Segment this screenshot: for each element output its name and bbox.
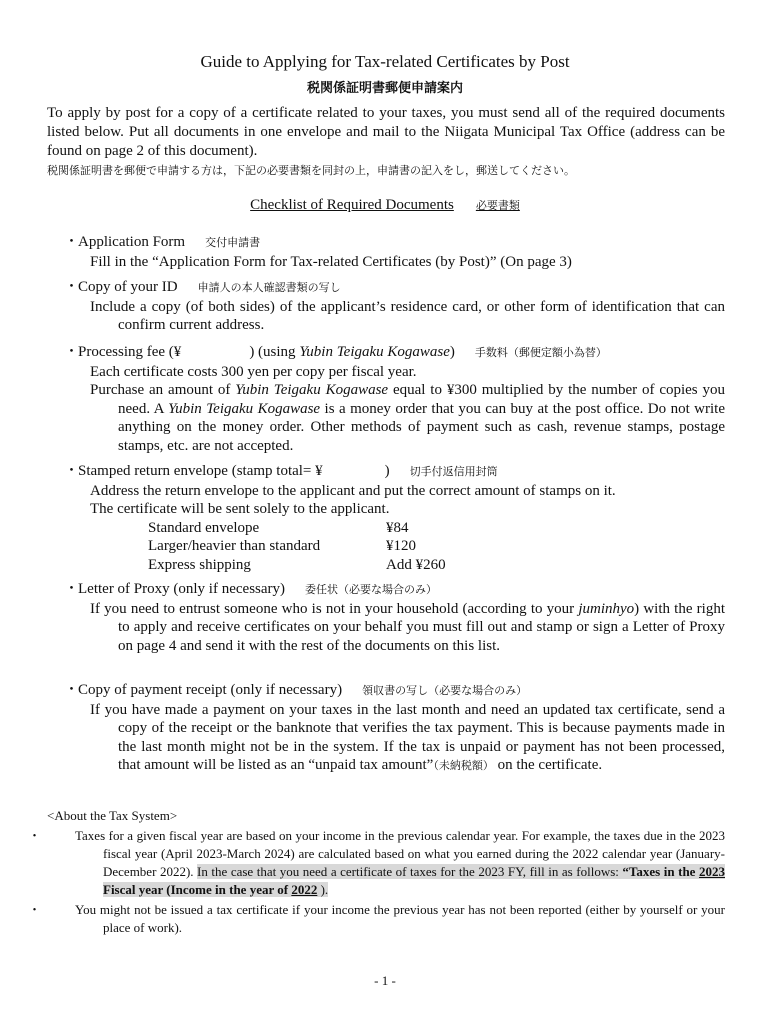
- intro-paragraph: To apply by post for a copy of a certificate related to your taxes, you must send all of the required documents listed below. Put all documents in one envelope and mail to the Niigata Municipal Tax Office (address can be found on page 2 of this document).: [47, 105, 725, 159]
- italic-term: juminhyo: [578, 600, 635, 617]
- postage-rate-table: [148, 519, 446, 575]
- page-number: - 1 -: [374, 973, 396, 988]
- text-run: Fiscal year (Income in the year of: [103, 882, 292, 897]
- checklist-heading: [0, 197, 770, 214]
- item-label-part: Processing fee (¥: [78, 344, 182, 360]
- item-label: Application Form: [78, 234, 186, 250]
- item-description: [90, 701, 725, 776]
- about-paragraph: You might not be issued a tax certificate if your income the previous year has not been reported (either by yourself or your place of work).: [75, 902, 725, 935]
- text-run: In the case that you need a certificate of taxes for the 2023 FY, fill in as follows:: [197, 864, 623, 879]
- about-tax-system-heading: <About the Tax System>: [47, 808, 178, 823]
- text-run: If you need to entrust someone who is not in your household (according to your: [90, 600, 579, 617]
- checklist-item-application-form: [64, 233, 725, 271]
- item-label-japanese: 切手付返信用封筒: [409, 465, 498, 478]
- checklist-item-processing-fee: [64, 343, 725, 455]
- item-description: [90, 381, 725, 455]
- text-run: ) with the right to apply and receive certificates on your behalf you must fill out and stamp or sign a Letter of Proxy on page 4 and send it with the rest of the documents on this list.: [118, 600, 725, 654]
- bullet: ・: [28, 828, 42, 843]
- checklist-item-payment-receipt: [64, 681, 725, 776]
- bullet: ・: [64, 234, 80, 250]
- text-run: on the certificate.: [493, 757, 603, 773]
- text-run: If you have made a payment on your taxes in the last month and need an updated tax certificate, send a copy of the receipt or the banknote that verifies the tax payment. This is because payments made in the last month might not be in the system. If the tax is unpaid or payment has not been processed, that amount will be listed as an “unpaid tax amount”: [90, 701, 725, 773]
- checklist-item-letter-of-proxy: [64, 580, 725, 655]
- italic-term: Yubin Teigaku Kogawase: [235, 382, 389, 398]
- text-run: Taxes for a given fiscal year are based on your income in the previous calendar year. For example, the taxes due in the 2023 fiscal year (April 2023-March 2024) are calculated based on what you earned during the 2022 calendar year (January-December 2022).: [75, 828, 725, 879]
- table-row: [148, 556, 446, 575]
- item-label: Copy of your ID: [78, 279, 178, 295]
- item-label: Letter of Proxy (only if necessary): [78, 581, 286, 597]
- bullet: ・: [64, 682, 80, 698]
- bullet: ・: [64, 344, 80, 360]
- text-run-japanese: （未納税額）: [433, 759, 494, 772]
- italic-term: Yubin Teigaku Kogawase: [168, 400, 321, 417]
- table-row: [148, 537, 446, 556]
- rate-value: ¥84: [386, 519, 409, 536]
- item-label: Copy of payment receipt (only if necessary): [78, 682, 343, 698]
- text-run: “Taxes in the: [622, 864, 699, 879]
- intro-paragraph-japanese: 税関係証明書を郵便で申請する方は，下記の必要書類を同封の上，申請書の記入をし，郵送してください。: [47, 164, 575, 177]
- item-description: The certificate will be sent solely to the applicant.: [90, 501, 390, 517]
- item-label-italic: Yubin Teigaku Kogawase: [299, 344, 450, 360]
- rate-value: ¥120: [386, 538, 416, 554]
- item-label-part: ): [384, 463, 390, 479]
- checklist-heading-japanese: 必要書類: [475, 199, 520, 212]
- item-label-japanese: 委任状（必要な場合のみ）: [305, 583, 438, 596]
- bullet: ・: [28, 902, 42, 917]
- checklist-item-return-envelope: [64, 462, 725, 574]
- highlighted-text: [103, 864, 725, 897]
- page-title: Guide to Applying for Tax-related Certificates by Post: [200, 52, 570, 71]
- item-label-japanese: 手数料（郵便定額小為替）: [474, 346, 607, 359]
- about-list-item: [28, 827, 725, 899]
- text-run: equal to ¥300 multiplied by the number of copies you need. A: [118, 382, 726, 417]
- text-run: is a money order that you can buy at the post office. Do not write anything on the money order. Other methods of payment such as cash, revenue stamps, postage stamps, etc. are not accepted.: [118, 400, 726, 454]
- item-description: Fill in the “Application Form for Tax-related Certificates (by Post)” (On page 3): [90, 253, 572, 270]
- rate-label: Standard envelope: [148, 519, 260, 536]
- about-paragraph: [56, 827, 725, 899]
- underlined-year: 2022: [291, 882, 318, 897]
- rate-value: Add ¥260: [386, 556, 446, 573]
- item-label-japanese: 交付申請書: [205, 236, 261, 249]
- bullet: ・: [64, 463, 80, 479]
- rate-label: Larger/heavier than standard: [148, 538, 321, 554]
- item-description: Address the return envelope to the applicant and put the correct amount of stamps on it.: [90, 482, 616, 499]
- text-run: Purchase an amount of: [90, 382, 236, 398]
- item-label-japanese: 申請人の本人確認書類の写し: [197, 281, 341, 294]
- table-row: [148, 519, 446, 538]
- bullet: ・: [64, 279, 80, 295]
- item-description: [90, 600, 725, 656]
- item-label-part: ) (using: [249, 344, 300, 360]
- checklist-heading-text: Checklist of Required Documents: [250, 197, 454, 213]
- item-label-japanese: 領収書の写し（必要な場合のみ）: [362, 684, 528, 697]
- rate-label: Express shipping: [148, 556, 251, 573]
- bullet: ・: [64, 581, 80, 597]
- item-label-part: Stamped return envelope (stamp total= ¥: [78, 463, 323, 479]
- checklist-item-id-copy: [64, 278, 725, 335]
- item-description: Each certificate costs 300 yen per copy per fiscal year.: [90, 363, 417, 380]
- page-title-japanese: 税関係証明書郵便申請案内: [306, 81, 463, 96]
- item-label-part: ): [449, 344, 455, 360]
- item-description: Include a copy (of both sides) of the applicant’s residence card, or other form of identification that can confirm current address.: [90, 298, 725, 333]
- about-list-item: [28, 901, 725, 937]
- text-run: ).: [317, 882, 329, 897]
- underlined-year: 2023: [698, 864, 725, 879]
